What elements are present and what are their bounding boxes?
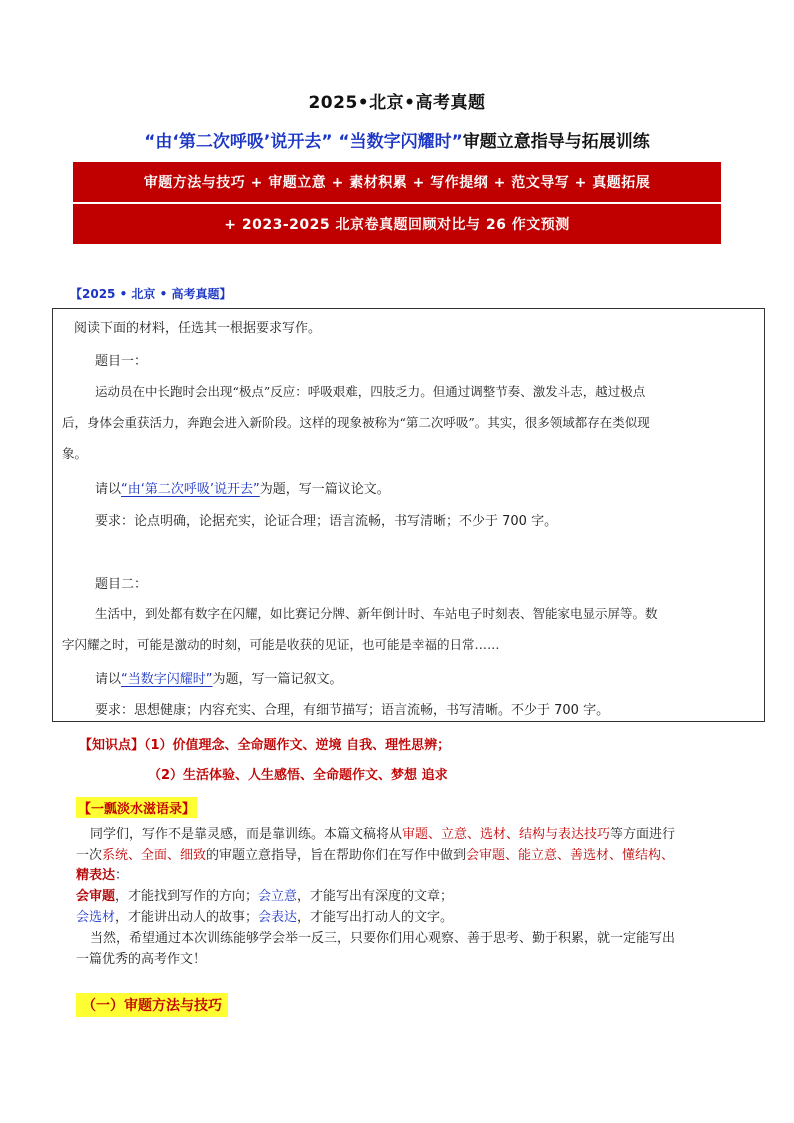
q1-prompt <box>95 478 390 497</box>
q1-text-line-1: 运动员在中长跑时会出现“极点”反应：呼吸艰难，四肢乏力。但通过调整节奏、激发斗志，越过极点 <box>95 384 646 399</box>
quote-line-4-a: ，才能找到写作的方向； <box>115 889 259 904</box>
quote-line-3-b: ： <box>115 868 129 883</box>
q1-prompt-title: “由‘第二次呼吸’说开去” <box>121 482 260 497</box>
quote-line-4-highlight-1: 会审题 <box>76 889 116 904</box>
quote-line-5-highlight-2: 会表达 <box>258 910 298 925</box>
q2-prompt-b: 为题，写一篇记叙文。 <box>212 672 343 687</box>
quote-line-5 <box>76 906 453 925</box>
quote-line-3-highlight: 精表达 <box>76 868 116 883</box>
quote-line-1-a: 同学们，写作不是靠灵感，而是靠训练。本篇文稿将从 <box>90 827 403 842</box>
subtitle-topics: “由‘第二次呼吸’说开去” “当数字闪耀时” <box>144 132 463 152</box>
knowledge-points-1 <box>79 734 450 753</box>
quote-line-1-highlight: 审题、立意、选材、结构与表达技巧 <box>402 827 611 842</box>
q2-prompt-title: “当数字闪耀时” <box>121 672 213 687</box>
quote-line-1-b: 等方面进行 <box>610 827 676 842</box>
quote-line-5-a: ，才能讲出动人的故事； <box>115 910 259 925</box>
subtitle-guide: 审题立意指导与拓展训练 <box>462 132 650 152</box>
quote-line-2-highlight: 系统、全面、细致 <box>102 848 207 863</box>
q2-requirements: 要求：思想健康；内容充实、合理，有细节描写；语言流畅，书写清晰。不少于 700 字。 <box>95 703 610 718</box>
q1-text-line-2: 后，身体会重获活力，奔跑会进入新阶段。这样的现象被称为“第二次呼吸”。其实，很多领域都存在类似现 <box>62 415 650 430</box>
knowledge-item-2: （2）生活体验、人生感悟、全命题作文、梦想 追求 <box>148 768 448 783</box>
quote-line-2-a: 一次 <box>76 848 103 863</box>
quote-line-5-b: ，才能写出打动人的文字。 <box>297 910 454 925</box>
q1-text-line-3: 象。 <box>62 446 88 461</box>
content-banner-2: + 2023-2025 北京卷真题回顾对比与 26 作文预测 <box>73 204 721 244</box>
q2-label: 题目二： <box>95 577 148 592</box>
q2-prompt-a: 请以 <box>95 672 122 687</box>
section-1-title: （一）审题方法与技巧 <box>76 993 228 1017</box>
content-banner-1: 审题方法与技巧 + 审题立意 + 素材积累 + 写作提纲 + 范文导写 + 真题拓展 <box>73 162 721 202</box>
source-label: 【2025 • 北京 • 高考真题】 <box>70 287 232 301</box>
page-subtitle <box>0 127 794 152</box>
quote-line-2-highlight-2: 会审题、能立意、善选材、懂结构、 <box>466 848 675 863</box>
quote-line-5-highlight-1: 会选材 <box>76 910 116 925</box>
q1-prompt-a: 请以 <box>95 482 122 497</box>
quote-section-label: 【一瓢淡水滋语录】 <box>76 797 197 818</box>
q1-prompt-b: 为题，写一篇议论文。 <box>259 482 390 497</box>
quote-line-7: 一篇优秀的高考作文！ <box>76 952 207 967</box>
page-title: 2025•北京•高考真题 <box>308 93 486 113</box>
q2-prompt <box>95 668 343 687</box>
quote-line-4-highlight-2: 会立意 <box>258 889 298 904</box>
quote-line-4 <box>76 885 453 904</box>
q1-label: 题目一： <box>95 354 148 369</box>
knowledge-item-1: （1）价值理念、全命题作文、逆境 自我、理性思辨； <box>144 738 451 753</box>
knowledge-label: 【知识点】 <box>79 738 145 753</box>
quote-line-2-b: 的审题立意指导，旨在帮助你们在写作中做到 <box>206 848 467 863</box>
quote-line-3 <box>76 864 128 883</box>
quote-line-2 <box>76 844 674 863</box>
q1-requirements: 要求：论点明确，论据充实，论证合理；语言流畅，书写清晰；不少于 700 字。 <box>95 514 558 529</box>
quote-line-4-b: ，才能写出有深度的文章； <box>297 889 454 904</box>
q2-text-line-2: 字闪耀之时，可能是激动的时刻，可能是收获的见证，也可能是幸福的日常…… <box>62 637 500 652</box>
quote-line-1 <box>90 823 675 842</box>
q2-text-line-1: 生活中，到处都有数字在闪耀，如比赛记分牌、新年倒计时、车站电子时刻表、智能家电显示屏等。数 <box>95 606 658 621</box>
question-intro: 阅读下面的材料，任选其一根据要求写作。 <box>74 321 322 336</box>
quote-line-6: 当然，希望通过本次训练能够学会举一反三，只要你们用心观察、善于思考、勤于积累，就一定能写出 <box>90 931 676 946</box>
